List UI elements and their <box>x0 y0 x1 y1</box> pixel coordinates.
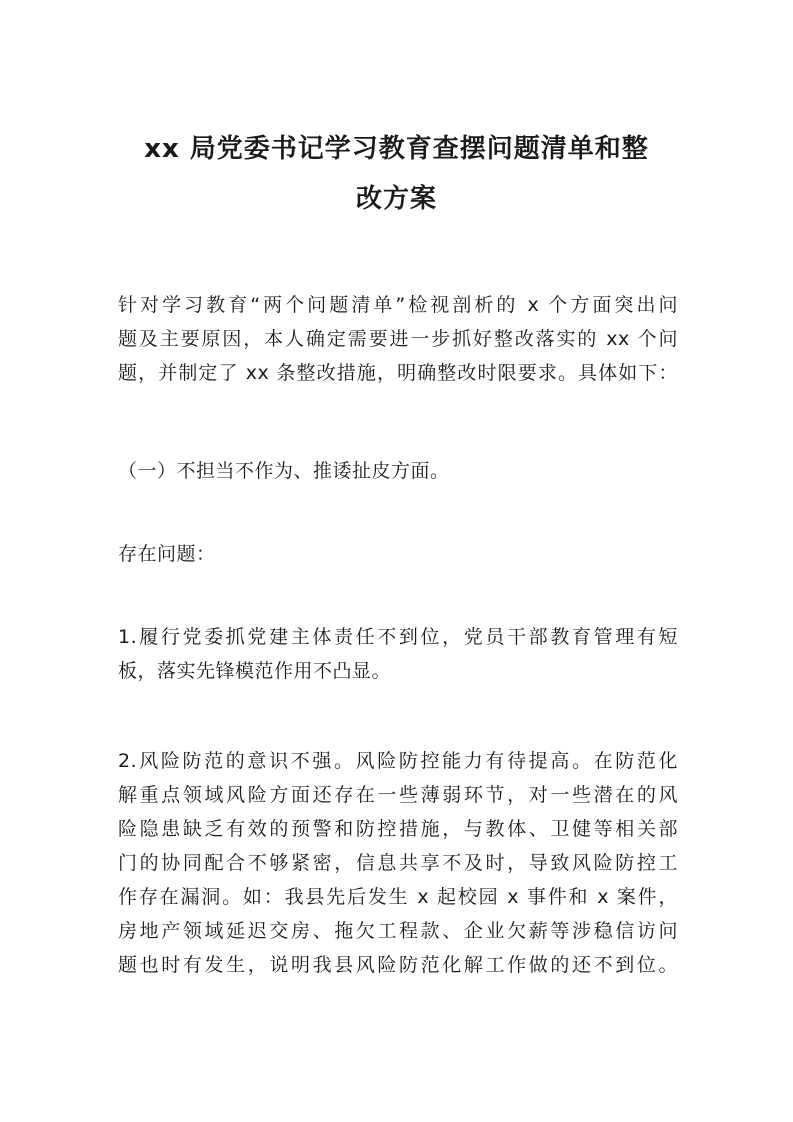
intro-line: 题，并制定了 xx 条整改措施，明确整改时限要求。具体如下： <box>118 362 678 384</box>
problem-item-2-line: 题也时有发生，说明我县风险防范化解工作做的还不到位。 <box>118 954 678 976</box>
intro-line: 题及主要原因，本人确定需要进一步抓好整改落实的 xx 个问 <box>118 328 678 350</box>
problem-item-1-line: 板，落实先锋模范作用不凸显。 <box>118 660 392 682</box>
problems-label <box>118 537 678 571</box>
problem-item-2-line: 房地产领域延迟交房、拖欠工程款、企业欠薪等涉稳信访问 <box>118 920 678 942</box>
problem-item-2 <box>118 744 678 982</box>
problems-label-text: 存在问题： <box>118 543 216 565</box>
problem-item-2-line: 险隐患缺乏有效的预警和防控措施，与教体、卫健等相关部 <box>118 818 678 840</box>
problem-item-2-line: 解重点领域风险方面还存在一些薄弱环节，对一些潜在的风 <box>118 784 678 806</box>
problem-item-2-line: 2.风险防范的意识不强。风险防控能力有待提高。在防范化 <box>118 750 678 772</box>
section-heading <box>118 454 678 488</box>
document-title-line-1: xx 局党委书记学习教育查摆问题清单和整 <box>144 134 649 164</box>
intro-line: 针对学习教育“两个问题清单”检视剖析的 x 个方面突出问 <box>118 294 678 316</box>
section-heading-text: （一）不担当不作为、推诿扯皮方面。 <box>118 460 450 482</box>
problem-item-2-line: 作存在漏洞。如：我县先后发生 x 起校园 x 事件和 x 案件， <box>118 886 678 908</box>
problem-item-1 <box>118 620 678 688</box>
problem-item-1-line: 1.履行党委抓党建主体责任不到位，党员干部教育管理有短 <box>118 626 678 648</box>
problem-item-2-line: 门的协同配合不够紧密，信息共享不及时，导致风险防控工 <box>118 852 678 874</box>
document-title-line-2: 改方案 <box>355 184 437 214</box>
intro-paragraph <box>118 288 678 390</box>
